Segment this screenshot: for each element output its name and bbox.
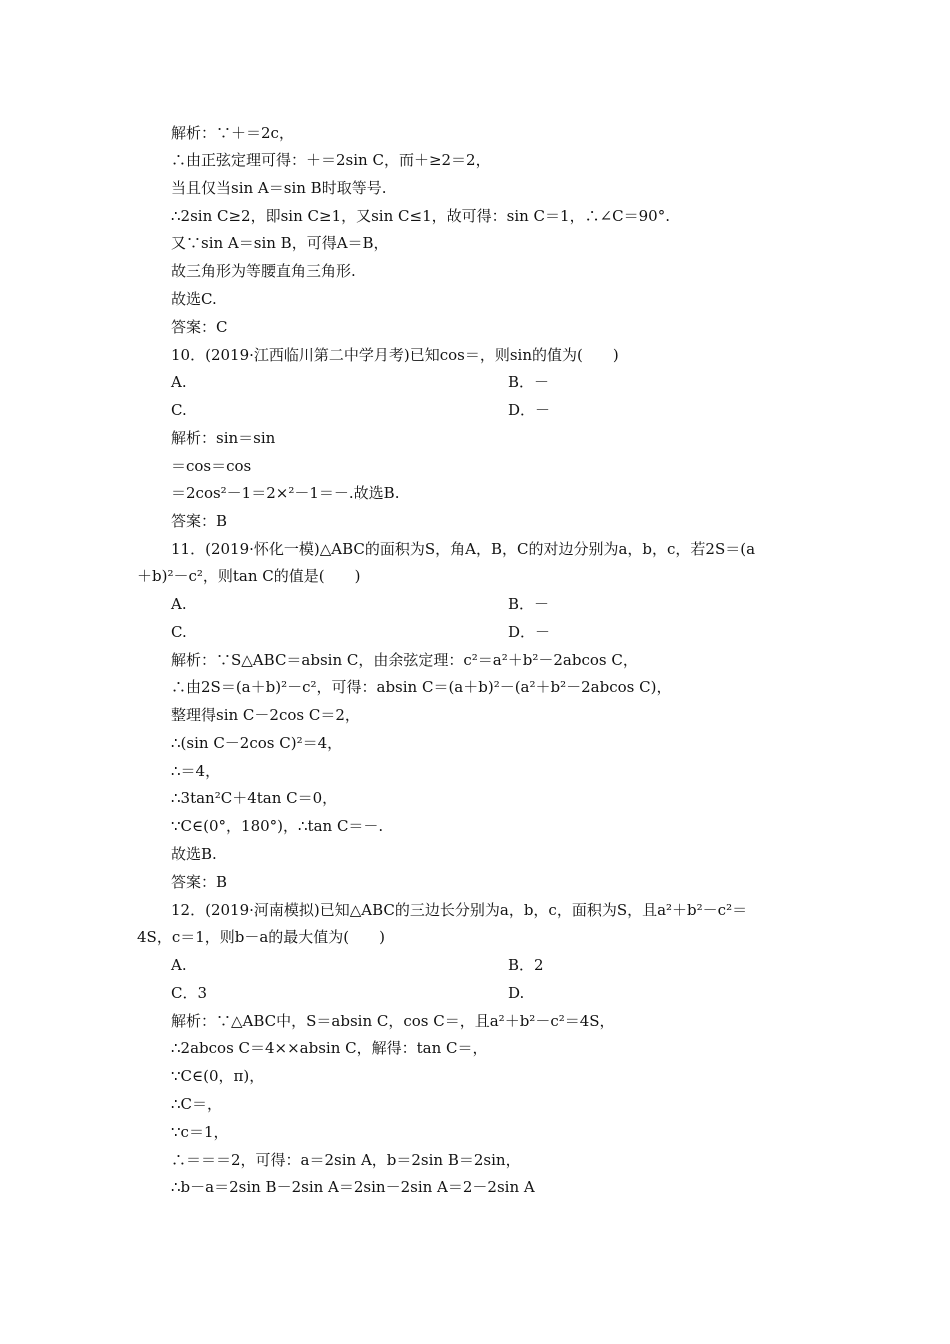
solution-line: ∴由正弦定理可得：＋＝2sin C，而＋≥2＝2， [171, 151, 491, 169]
solution-line: 解析：∵＋＝2c， [171, 124, 294, 142]
answer-line: 答案：B [171, 873, 228, 891]
option-b: B．－ [508, 595, 550, 613]
question-11: 11．(2019·怀化一模)△ABC的面积为S，角A，B，C的对边分别为a，b，c，若2S＝(a [171, 540, 756, 558]
solution-line: ∴由2S＝(a＋b)²－c²，可得：absin C＝(a＋b)²－(a²＋b²－2abcos C)， [171, 678, 672, 696]
question-12-continued: 4S，c＝1，则b－a的最大值为( ) [137, 928, 386, 946]
option-c: C. [171, 623, 187, 641]
solution-line: 整理得sin C－2cos C＝2， [171, 706, 360, 724]
option-a: A. [171, 595, 187, 613]
solution-line: 解析：sin＝sin [171, 429, 276, 447]
solution-line: ∴＝4， [171, 762, 221, 780]
option-c: C．3 [171, 984, 208, 1002]
solution-line: ∴3tan²C＋4tan C＝0， [171, 789, 338, 807]
solution-line: 又∵sin A＝sin B，可得A＝B， [171, 234, 389, 252]
choice-line: 故选B. [171, 845, 217, 863]
option-b: B．－ [508, 373, 550, 391]
question-11-continued: ＋b)²－c²，则tan C的值是( ) [137, 567, 361, 585]
solution-line: ∵C∈(0，π)， [171, 1067, 265, 1085]
question-10: 10．(2019·江西临川第二中学月考)已知cos＝，则sin的值为( ) [171, 346, 619, 364]
option-a: A. [171, 956, 187, 974]
solution-line: ∴2sin C≥2，即sin C≥1，又sin C≤1，故可得：sin C＝1，∴∠C＝90°. [171, 207, 670, 225]
solution-line: ∵C∈(0°，180°)，∴tan C＝－. [171, 817, 384, 835]
solution-line: ∴C＝， [171, 1095, 223, 1113]
solution-line: ＝cos＝cos [171, 457, 252, 475]
option-c: C. [171, 401, 187, 419]
option-d: D. [508, 984, 525, 1002]
solution-line: 当且仅当sin A＝sin B时取等号. [171, 179, 387, 197]
solution-line: ∴(sin C－2cos C)²＝4， [171, 734, 343, 752]
answer-line: 答案：C [171, 318, 228, 336]
option-b: B．2 [508, 956, 544, 974]
solution-line: ∴＝＝＝2，可得：a＝2sin A，b＝2sin B＝2sin， [171, 1151, 521, 1169]
solution-line: ∴2abcos C＝4××absin C，解得：tan C＝， [171, 1039, 488, 1057]
choice-line: 故选C. [171, 290, 217, 308]
solution-line: 故三角形为等腰直角三角形. [171, 262, 356, 280]
answer-line: 答案：B [171, 512, 228, 530]
solution-line: ＝2cos²－1＝2×²－1＝－.故选B. [171, 484, 400, 502]
solution-line: 解析：∵S△ABC＝absin C，由余弦定理：c²＝a²＋b²－2abcos C， [171, 651, 638, 669]
question-12: 12．(2019·河南模拟)已知△ABC的三边长分别为a，b，c，面积为S，且a²＋b²－c²＝ [171, 901, 748, 919]
solution-line: ∵c＝1， [171, 1123, 229, 1141]
solution-line: ∴b－a＝2sin B－2sin A＝2sin－2sin A＝2－2sin A [171, 1178, 535, 1196]
option-d: D．－ [508, 623, 551, 641]
option-a: A. [171, 373, 187, 391]
option-d: D．－ [508, 401, 551, 419]
solution-line: 解析：∵△ABC中，S＝absin C，cos C＝，且a²＋b²－c²＝4S， [171, 1012, 615, 1030]
